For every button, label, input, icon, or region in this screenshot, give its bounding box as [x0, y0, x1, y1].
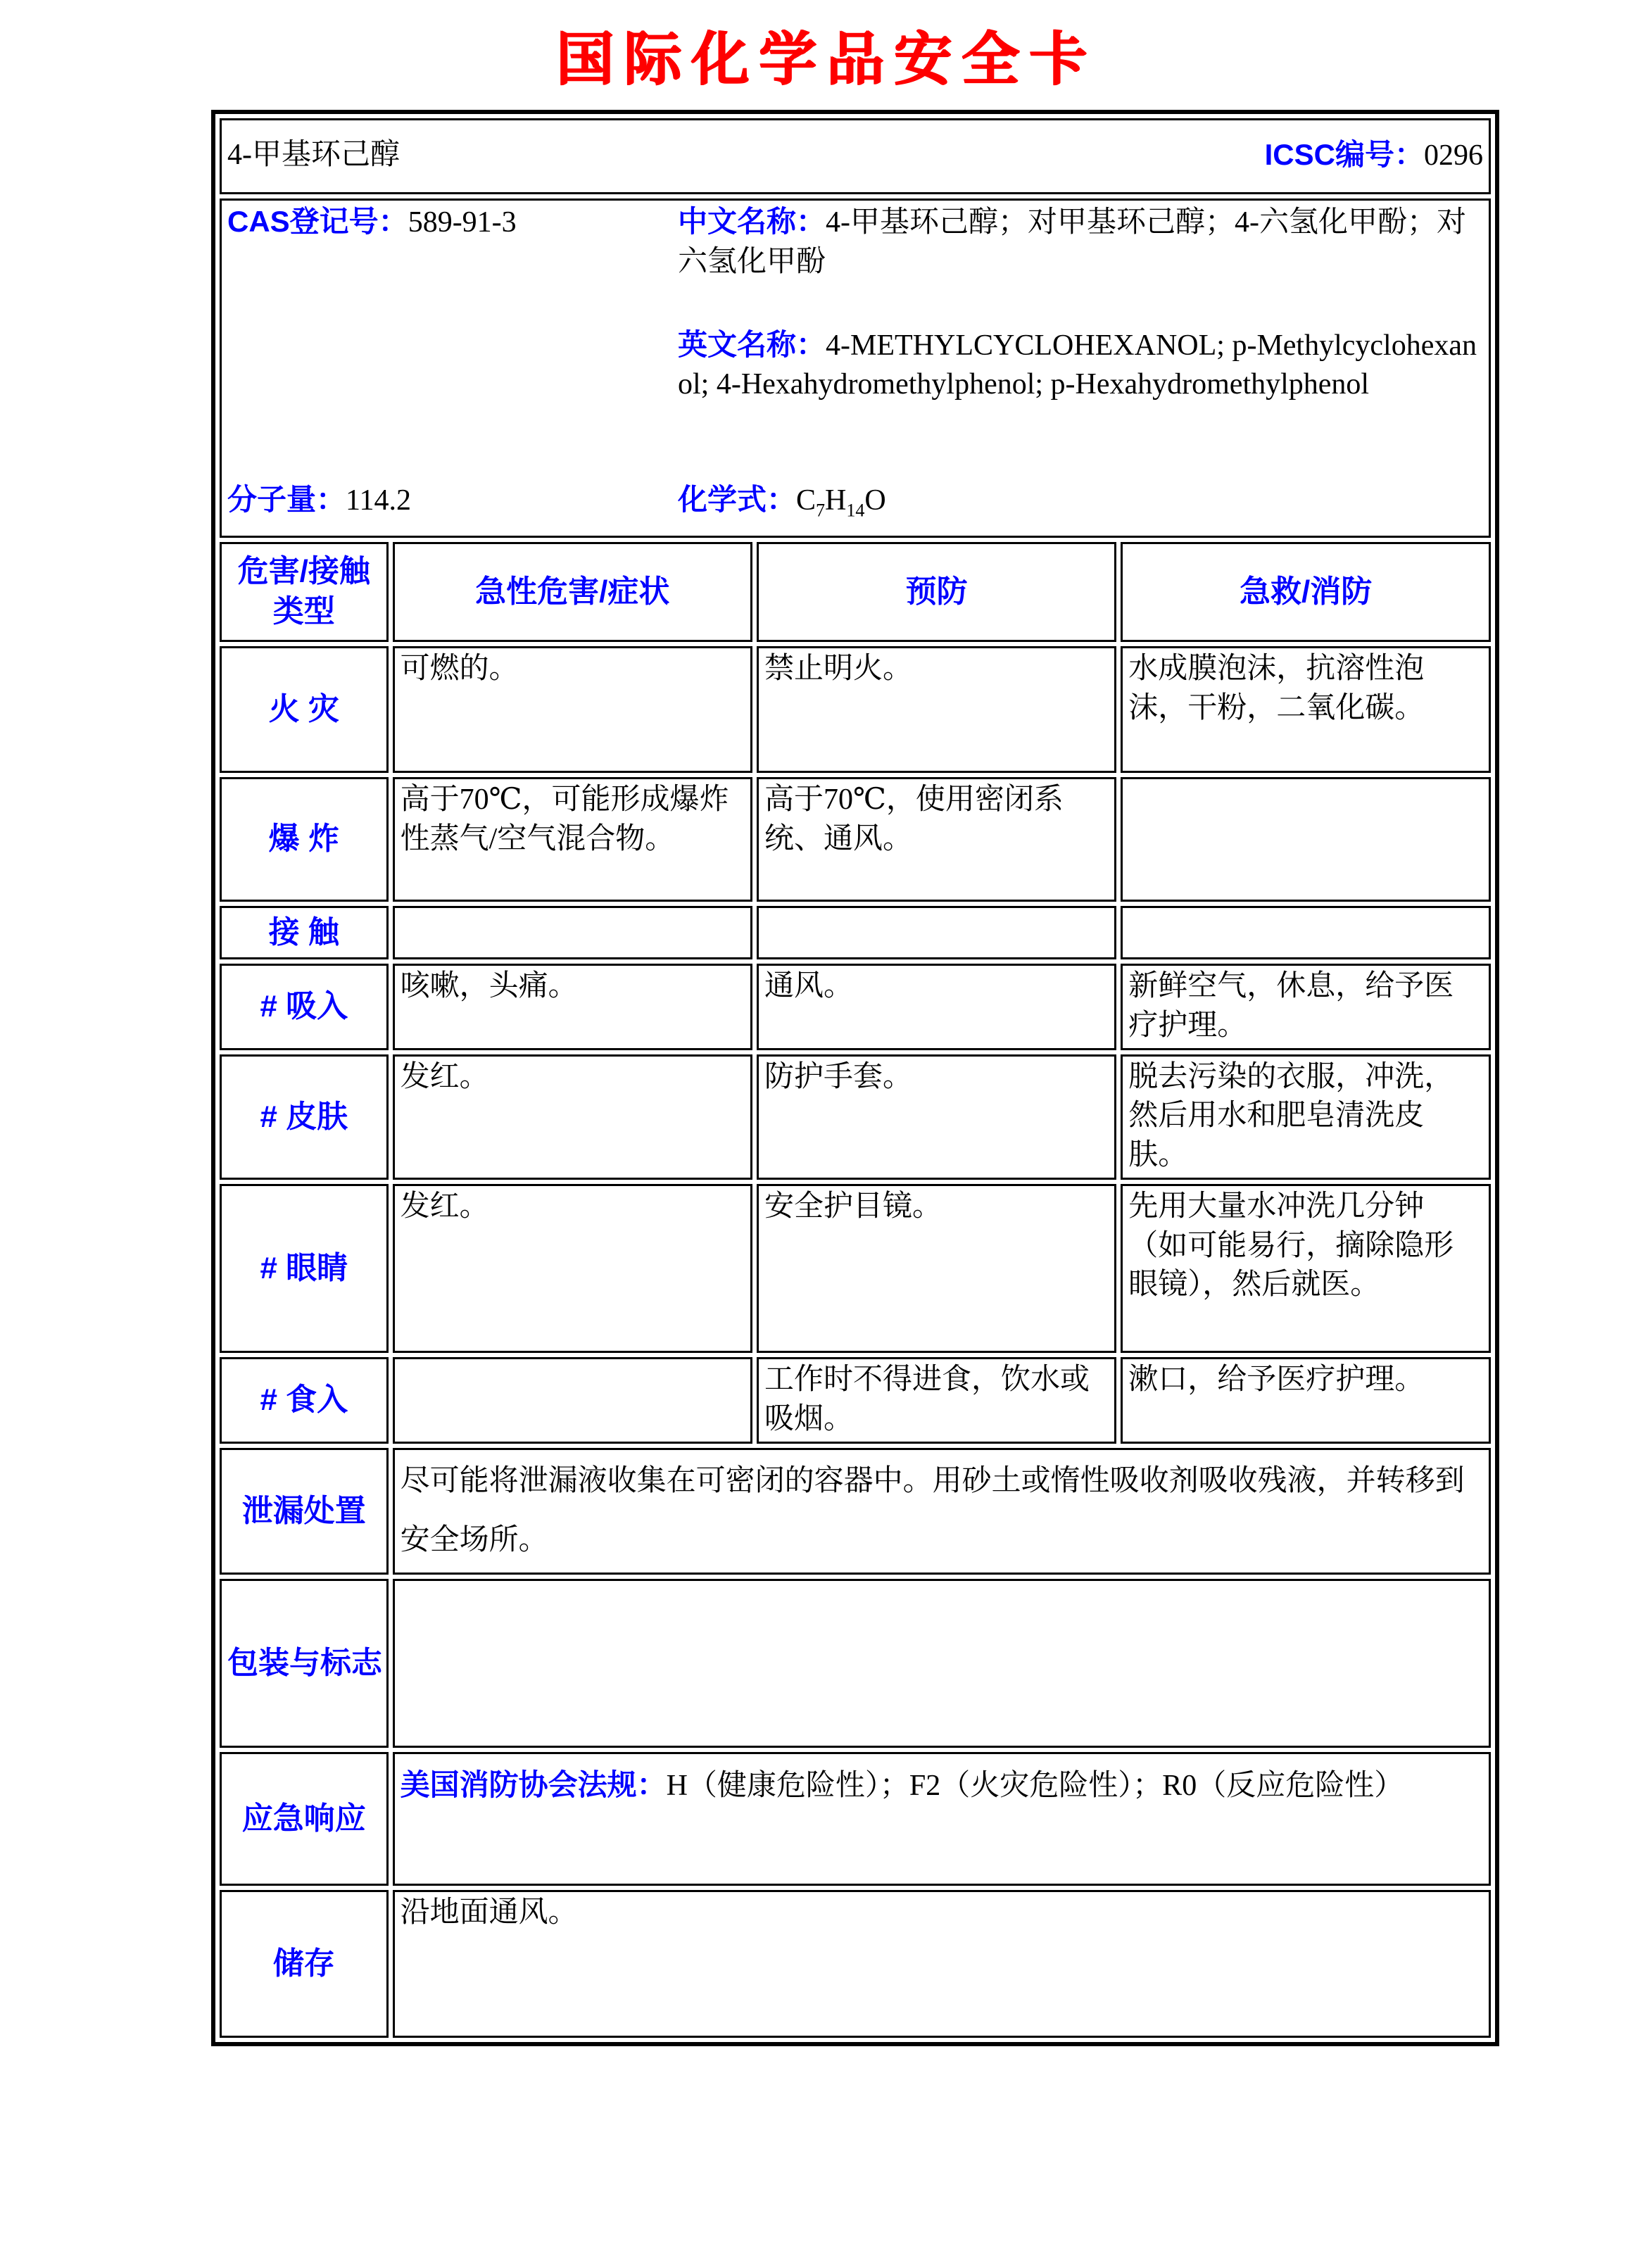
- cn-name-label: 中文名称：: [678, 205, 826, 239]
- skin-firstaid-cell: 脱去污染的衣服，冲洗，然后用水和肥皂清洗皮肤。: [1121, 1054, 1491, 1180]
- table-row-inhalation: [220, 964, 1491, 1050]
- formula-label: 化学式：: [678, 482, 797, 516]
- exposure-firstaid-cell: [1121, 906, 1491, 959]
- inhalation-prevention-cell: 通风。: [757, 964, 1116, 1050]
- fire-firstaid-cell: 水成膜泡沫，抗溶性泡沫，干粉，二氧化碳。: [1121, 646, 1491, 773]
- ingestion-firstaid-cell: 漱口，给予医疗护理。: [1121, 1357, 1491, 1444]
- table-row: [220, 118, 1491, 194]
- chemical-name: 4-甲基环己醇: [227, 139, 400, 172]
- col-header-firstaid: 急救/消防: [1121, 542, 1491, 642]
- cas-label: CAS登记号：: [227, 205, 408, 239]
- explosion-firstaid-cell: [1121, 777, 1491, 902]
- table-row-eyes: [220, 1184, 1491, 1353]
- explosion-hazard-cell: 高于70℃，可能形成爆炸性蒸气/空气混合物。: [393, 777, 752, 902]
- ingestion-hazard-cell: [393, 1357, 752, 1444]
- eyes-firstaid-cell: 先用大量水冲洗几分钟（如可能易行，摘除隐形眼镜），然后就医。: [1121, 1184, 1491, 1353]
- packaging-cell: [393, 1579, 1491, 1748]
- identity-right-column: [678, 202, 1483, 533]
- page-title: 国际化学品安全卡: [555, 27, 1097, 92]
- en-name-label: 英文名称：: [678, 327, 826, 361]
- table-row-spill-disposal: [220, 1448, 1491, 1575]
- skin-prevention-cell: 防护手套。: [757, 1054, 1116, 1180]
- spill-disposal-cell: 尽可能将泄漏液收集在可密闭的容器中。用砂土或惰性吸收剂吸收残液，并转移到安全场所。: [393, 1448, 1491, 1575]
- icsc-number-group: [1265, 135, 1483, 175]
- cn-names: 4-甲基环己醇；对甲基环己醇；4-六氢化甲酚；对六氢化甲酚: [678, 206, 1466, 278]
- row-label-eyes: # 眼睛: [220, 1184, 389, 1353]
- en-names: 4-METHYLCYCLOHEXANOL; p-Methylcyclohexanol; 4-Hexahydromethylphenol; p-Hexahydromethylphenol: [678, 329, 1477, 401]
- chinese-names-line: [678, 202, 1483, 282]
- table-row-fire: [220, 646, 1491, 773]
- mw-value: 114.2: [346, 484, 411, 517]
- row-label-inhalation: # 吸入: [220, 964, 389, 1050]
- fire-prevention-cell: 禁止明火。: [757, 646, 1116, 773]
- table-row-skin: [220, 1054, 1491, 1180]
- skin-hazard-cell: 发红。: [393, 1054, 752, 1180]
- table-row-emergency-response: [220, 1752, 1491, 1886]
- formula-line: [678, 480, 1483, 520]
- inhalation-hazard-cell: 咳嗽，头痛。: [393, 964, 752, 1050]
- exposure-hazard-cell: [393, 906, 752, 959]
- fire-hazard-cell: 可燃的。: [393, 646, 752, 773]
- row-label-fire: 火 灾: [220, 646, 389, 773]
- mw-label: 分子量：: [227, 482, 346, 516]
- chemical-formula: $C_7H_{14}O$: [796, 484, 886, 521]
- eyes-hazard-cell: 发红。: [393, 1184, 752, 1353]
- table-row-explosion: [220, 777, 1491, 902]
- col-header-prevention: 预防: [757, 542, 1116, 642]
- exposure-prevention-cell: [757, 906, 1116, 959]
- col-header-acute-hazards: 急性危害/症状: [393, 542, 752, 642]
- eyes-prevention-cell: 安全护目镜。: [757, 1184, 1116, 1353]
- inhalation-firstaid-cell: 新鲜空气，休息，给予医疗护理。: [1121, 964, 1491, 1050]
- icsc-label: ICSC编号：: [1264, 138, 1424, 172]
- col-header-hazard-type: 危害/接触 类型: [220, 542, 389, 642]
- cas-line: [227, 202, 678, 242]
- row-label-skin: # 皮肤: [220, 1054, 389, 1180]
- row-label-spill-disposal: 泄漏处置: [220, 1448, 389, 1575]
- nfpa-label: 美国消防协会法规：: [400, 1768, 667, 1802]
- emergency-response-cell: [393, 1752, 1491, 1886]
- table-header-row: [220, 542, 1491, 642]
- english-names-line: [678, 325, 1483, 405]
- row-label-storage: 储存: [220, 1890, 389, 2038]
- explosion-prevention-cell: 高于70℃，使用密闭系统、通风。: [757, 777, 1116, 902]
- icsc-number: 0296: [1424, 139, 1483, 172]
- ingestion-prevention-cell: 工作时不得进食，饮水或吸烟。: [757, 1357, 1116, 1444]
- row-label-exposure: 接 触: [220, 906, 389, 959]
- row-label-explosion: 爆 炸: [220, 777, 389, 902]
- row-label-emergency-response: 应急响应: [220, 1752, 389, 1886]
- table-row-exposure: [220, 906, 1491, 959]
- row-label-ingestion: # 食入: [220, 1357, 389, 1444]
- names-block: [678, 202, 1483, 405]
- row-label-packaging: 包装与标志: [220, 1579, 389, 1748]
- safety-card-table: [211, 110, 1499, 2046]
- table-row-storage: [220, 1890, 1491, 2038]
- storage-cell: 沿地面通风。: [393, 1890, 1491, 2038]
- cas-number: 589-91-3: [408, 206, 517, 239]
- identity-left-column: [227, 202, 678, 533]
- table-row-packaging: [220, 1579, 1491, 1748]
- table-row-ingestion: [220, 1357, 1491, 1444]
- nfpa-text: H（健康危险性）；F2（火灾危险性）；R0（反应危险性）: [666, 1770, 1404, 1803]
- molecular-weight-line: [227, 480, 678, 520]
- table-row: [220, 198, 1491, 538]
